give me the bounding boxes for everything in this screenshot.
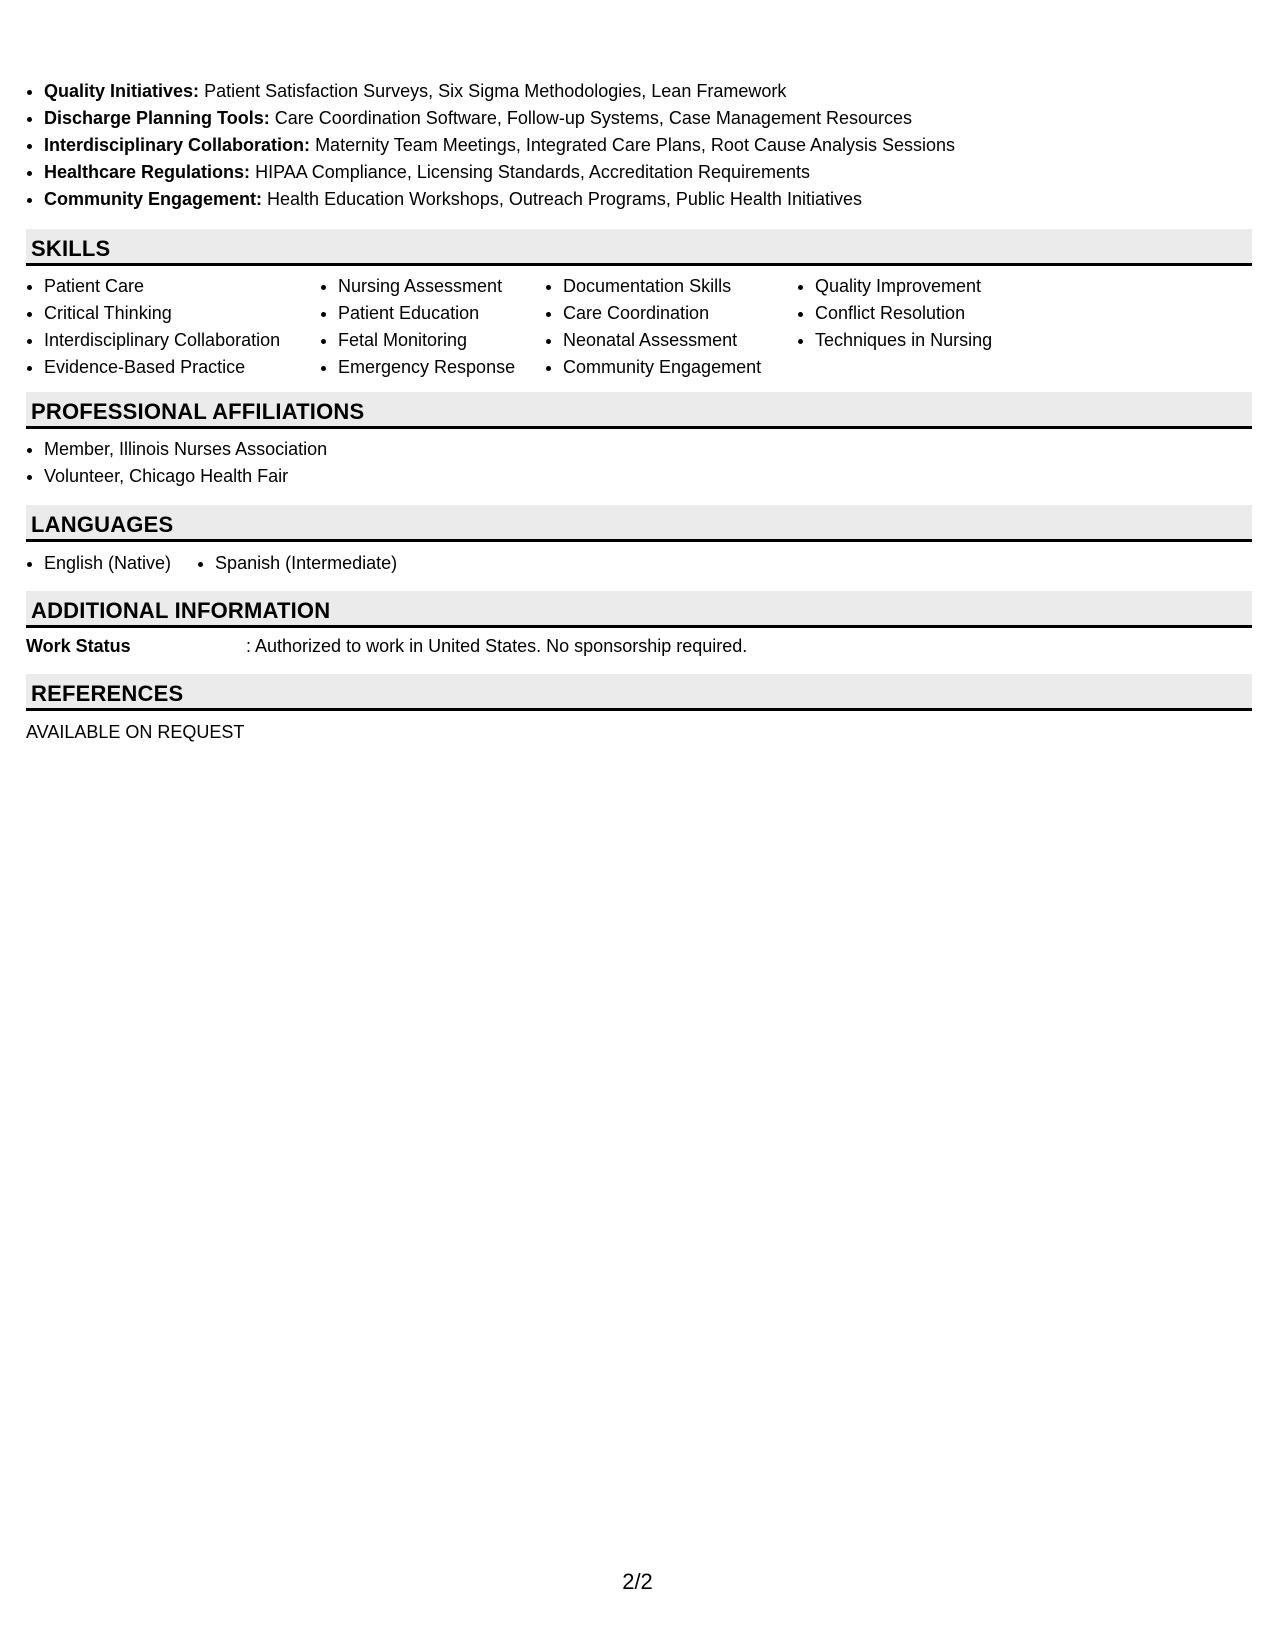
tool-category-value: Patient Satisfaction Surveys, Six Sigma Methodologies, Lean Framework	[204, 81, 787, 101]
language-item: • Spanish (Intermediate)	[215, 550, 397, 577]
skill-item: • Community Engagement	[563, 354, 797, 381]
languages-list	[26, 550, 1252, 577]
skills-heading: SKILLS	[26, 229, 1252, 266]
skills-column-3	[545, 273, 797, 381]
skill-item: • Nursing Assessment	[338, 273, 545, 300]
skill-item: • Quality Improvement	[815, 273, 1075, 300]
skill-item: • Fetal Monitoring	[338, 327, 545, 354]
tools-list	[26, 78, 1252, 213]
affiliations-heading: PROFESSIONAL AFFILIATIONS	[26, 392, 1252, 429]
skill-item: • Conflict Resolution	[815, 300, 1075, 327]
tool-category-value: Care Coordination Software, Follow-up Systems, Case Management Resources	[274, 108, 913, 128]
resume-page	[26, 78, 1252, 746]
skill-item: • Documentation Skills	[563, 273, 797, 300]
affiliations-list	[26, 436, 1252, 490]
skill-item: • Emergency Response	[338, 354, 545, 381]
languages-heading: LANGUAGES	[26, 505, 1252, 542]
skill-item: • Interdisciplinary Collaboration	[44, 327, 320, 354]
work-status-row	[26, 633, 1252, 660]
skill-item: • Evidence-Based Practice	[44, 354, 320, 381]
work-status-label: Work Status	[26, 636, 131, 656]
skill-item: • Critical Thinking	[44, 300, 320, 327]
list-item	[44, 186, 1252, 213]
affiliation-item: • Member, Illinois Nurses Association	[44, 436, 1252, 463]
skill-item: • Patient Education	[338, 300, 545, 327]
tool-category-label: Healthcare Regulations:	[44, 162, 251, 182]
skills-column-1	[26, 273, 320, 381]
skill-item: • Care Coordination	[563, 300, 797, 327]
work-status-value: : Authorized to work in United States. No sponsorship required.	[246, 636, 748, 656]
skill-item: • Patient Care	[44, 273, 320, 300]
affiliation-item: • Volunteer, Chicago Health Fair	[44, 463, 1252, 490]
tool-category-label: Community Engagement:	[44, 189, 263, 209]
references-heading: REFERENCES	[26, 674, 1252, 711]
list-item	[44, 78, 1252, 105]
tool-category-value: Health Education Workshops, Outreach Programs, Public Health Initiatives	[267, 189, 862, 209]
skills-grid	[26, 273, 1252, 381]
list-item	[44, 105, 1252, 132]
list-item	[44, 132, 1252, 159]
page-number: 2/2	[622, 1569, 653, 1594]
list-item	[44, 159, 1252, 186]
skill-item: • Techniques in Nursing	[815, 327, 1075, 354]
language-item: • English (Native)	[44, 550, 171, 577]
skill-item: • Neonatal Assessment	[563, 327, 797, 354]
tool-category-value: HIPAA Compliance, Licensing Standards, Accreditation Requirements	[255, 162, 811, 182]
additional-info-heading: ADDITIONAL INFORMATION	[26, 591, 1252, 628]
references-text: AVAILABLE ON REQUEST	[26, 722, 245, 742]
tool-category-label: Quality Initiatives:	[44, 81, 200, 101]
tool-category-value: Maternity Team Meetings, Integrated Care Plans, Root Cause Analysis Sessions	[315, 135, 956, 155]
tool-category-label: Interdisciplinary Collaboration:	[44, 135, 311, 155]
tool-category-label: Discharge Planning Tools:	[44, 108, 270, 128]
skills-column-2	[320, 273, 545, 381]
skills-column-4	[797, 273, 1075, 381]
